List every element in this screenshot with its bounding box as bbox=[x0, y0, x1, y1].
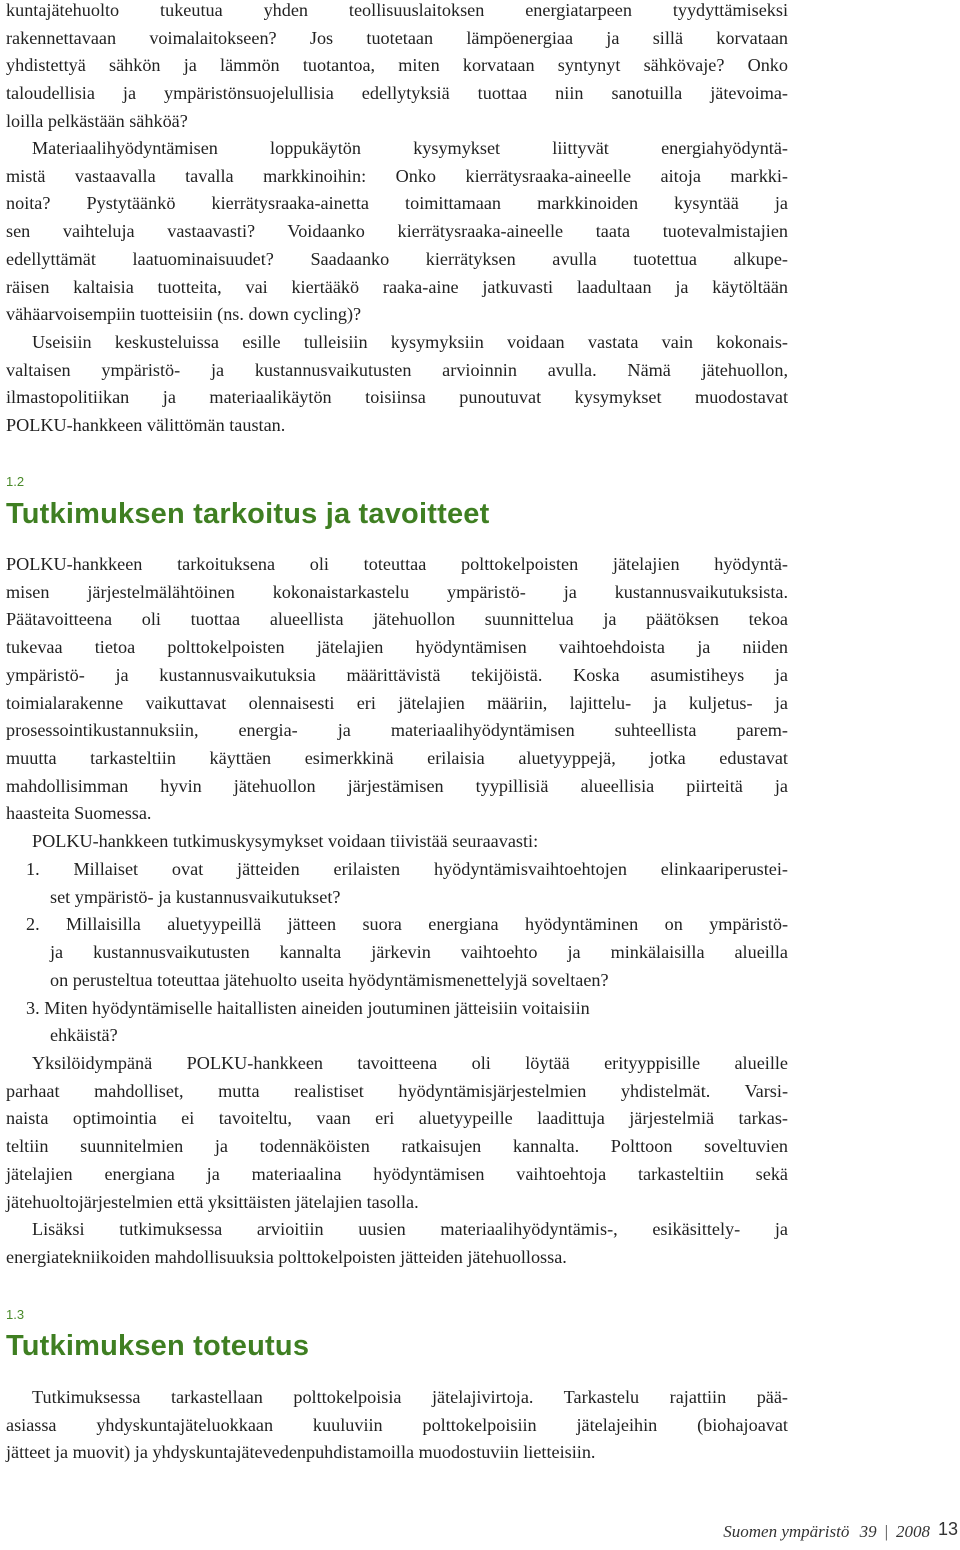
text-line: taloudellisia ja ympäristönsuojelullisia edellytyksiä tuottaa niin sanotuilla jätevoima- bbox=[6, 83, 788, 104]
text-line: ympäristö- ja kustannusvaikutuksia määrittävistä tekijöistä. Koska asumistiheys ja bbox=[6, 664, 788, 685]
text-line: on perusteltua toteuttaa jätehuolto useita hyödyntämismenettelyjä soveltaen? bbox=[50, 969, 609, 990]
text-line: edellyttämät laatuominaisuudet? Saadaanko kierrätyksen avulla tuotettua alkupe- bbox=[6, 248, 788, 269]
text-line: noita? Pystytäänkö kierrätysraaka-ainetta toimittamaan markkinoiden kysyntää ja bbox=[6, 193, 788, 214]
text-line: jätteet ja muovit) ja yhdyskuntajätevedenpuhdistamoilla muodostuviin lietteisiin. bbox=[6, 1442, 596, 1463]
text-line: naista optimointia ei tavoiteltu, vaan eri aluetyypeille laadittuja järjestelmiä tarkas- bbox=[6, 1108, 788, 1129]
text-line: valtaisen ympäristö- ja kustannusvaikutusten arvioinnin avulla. Nämä jätehuollon, bbox=[6, 359, 788, 380]
text-line: Yksilöidympänä POLKU-hankkeen tavoitteena oli löytää erityyppisille alueille bbox=[32, 1053, 788, 1073]
section-1-2-paragraph-2 bbox=[6, 828, 788, 856]
section-1-2-paragraph-3 bbox=[6, 1050, 788, 1216]
text-line: set ympäristö- ja kustannusvaikutukset? bbox=[50, 886, 341, 907]
section-title: Tutkimuksen tarkoitus ja tavoitteet bbox=[6, 498, 490, 530]
list-item bbox=[26, 911, 788, 994]
page-number: 13 bbox=[937, 1519, 958, 1539]
text-line: POLKU-hankkeen tarkoituksena oli toteuttaa polttokelpoisten jätelajien hyödyntä- bbox=[6, 554, 788, 574]
text-line: loilla pelkästään sähköä? bbox=[6, 110, 188, 131]
text-line: mistä vastaavalla tavalla markkinoihin: Onko kierrätysraaka-aineelle aitoja markki- bbox=[6, 165, 788, 186]
section-1-2-paragraph-1 bbox=[6, 551, 788, 828]
text-line: 3. Miten hyödyntämiselle haitallisten aineiden joutuminen jätteisiin voitaisiin bbox=[26, 997, 590, 1018]
intro-paragraph-1 bbox=[6, 0, 788, 136]
list-item bbox=[26, 856, 788, 911]
page-footer bbox=[723, 1522, 930, 1542]
section-1-3-paragraph-1 bbox=[6, 1384, 788, 1467]
text-line: misen järjestelmälähtöinen kokonaistarkastelu ympäristö- ja kustannusvaikutuksista. bbox=[6, 581, 788, 602]
section-number: 1.3 bbox=[6, 1307, 25, 1322]
text-line: parhaat mahdolliset, mutta realistiset hyödyntämisjärjestelmien yhdistelmät. Varsi- bbox=[6, 1080, 788, 1101]
text-line: ja kustannusvaikutusten kannalta järkevin vaihtoehto ja minkälaisilla alueilla bbox=[50, 942, 788, 963]
footer-separator: | bbox=[884, 1522, 888, 1541]
text-line: toimialarakenne vaikuttavat olennaisesti eri jätelajien määriin, lajittelu- ja kuljetus- ja bbox=[6, 692, 788, 713]
text-line: mahdollisimman hyvin jätehuollon järjestämisen tyypillisiä alueellisia piirteitä ja bbox=[6, 775, 788, 796]
list-item bbox=[26, 995, 788, 1050]
text-line: tukevaa tietoa polttokelpoisten jätelajien hyödyntämisen vaihtoehdoista ja niiden bbox=[6, 637, 788, 658]
text-line: Useisiin keskusteluissa esille tulleisiin kysymyksiin voidaan vastata vain kokonais- bbox=[32, 332, 788, 352]
section-title: Tutkimuksen toteutus bbox=[6, 1330, 310, 1362]
text-line: haasteita Suomessa. bbox=[6, 803, 152, 824]
publication-year: 2008 bbox=[896, 1522, 930, 1541]
text-line: jätehuoltojärjestelmien että yksittäisten jätelajien tasolla. bbox=[6, 1191, 419, 1212]
text-line: energiatekniikoiden mahdollisuuksia polttokelpoisten jätteiden jätehuollossa. bbox=[6, 1246, 567, 1267]
text-line: muutta tarkasteltiin käyttäen esimerkkinä erilaisia aluetyyppejä, jotka edustavat bbox=[6, 747, 788, 768]
text-line: räisen kaltaisia tuotteita, vai kiertääkö raaka-aine jatkuvasti laadultaan ja käytöltään bbox=[6, 276, 788, 297]
text-line: asiassa yhdyskuntajäteluokkaan kuuluviin polttokelpoisiin jätelajeihin (biohajoavat bbox=[6, 1414, 788, 1435]
text-line: kuntajätehuolto tukeutua yhden teollisuuslaitoksen energiatarpeen tyydyttämiseksi bbox=[6, 0, 788, 20]
text-line: vähäarvoisempiin tuotteisiin (ns. down cycling)? bbox=[6, 304, 362, 325]
text-line: sen vaihteluja vastaavasti? Voidaanko kierrätysraaka-aineelle taata tuotevalmistajien bbox=[6, 221, 788, 242]
text-line: jätelajien energiana ja materiaalina hyödyntämisen vaihtoehtoja tarkasteltiin sekä bbox=[6, 1163, 788, 1184]
publication-series: Suomen ympäristö bbox=[723, 1522, 850, 1541]
intro-paragraph-2 bbox=[6, 135, 788, 329]
text-line: POLKU-hankkeen välittömän taustan. bbox=[6, 415, 286, 436]
text-line: Tutkimuksessa tarkastellaan polttokelpoisia jätelajivirtoja. Tarkastelu rajattiin pää- bbox=[32, 1387, 788, 1407]
text-line: prosessointikustannuksiin, energia- ja materiaalihyödyntämisen suhteellista parem- bbox=[6, 720, 788, 741]
text-line: POLKU-hankkeen tutkimuskysymykset voidaan tiivistää seuraavasti: bbox=[32, 831, 539, 851]
text-line: 2. Millaisilla aluetyypeillä jätteen suora energiana hyödyntäminen on ympäristö- bbox=[26, 914, 788, 935]
text-line: Materiaalihyödyntämisen loppukäytön kysymykset liittyvät energiahyödyntä- bbox=[32, 138, 788, 158]
text-line: Päätavoitteena oli tuottaa alueellista jätehuollon suunnittelua ja päätöksen tekoa bbox=[6, 609, 788, 630]
text-line: rakennettavaan voimalaitokseen? Jos tuotetaan lämpöenergiaa ja sillä korvataan bbox=[6, 27, 788, 48]
text-line: ehkäistä? bbox=[50, 1025, 118, 1046]
issue-number: 39 bbox=[859, 1522, 877, 1541]
text-line: yhdistettyä sähkön ja lämmön tuotantoa, miten korvataan syntynyt sähkövaje? Onko bbox=[6, 55, 788, 76]
section-number: 1.2 bbox=[6, 474, 25, 489]
research-questions-list bbox=[26, 856, 788, 1050]
text-line: ilmastopolitiikan ja materiaalikäytön toisiinsa punoutuvat kysymykset muodostavat bbox=[6, 387, 788, 408]
intro-paragraph-3 bbox=[6, 329, 788, 440]
text-line: teltiin suunnitelmien ja todennäköisten ratkaisujen kannalta. Polttoon soveltuvien bbox=[6, 1136, 788, 1157]
text-line: 1. Millaiset ovat jätteiden erilaisten hyödyntämisvaihtoehtojen elinkaariperustei- bbox=[26, 859, 788, 879]
section-1-2-paragraph-4 bbox=[6, 1216, 788, 1271]
text-line: Lisäksi tutkimuksessa arvioitiin uusien materiaalihyödyntämis-, esikäsittely- ja bbox=[32, 1219, 788, 1239]
